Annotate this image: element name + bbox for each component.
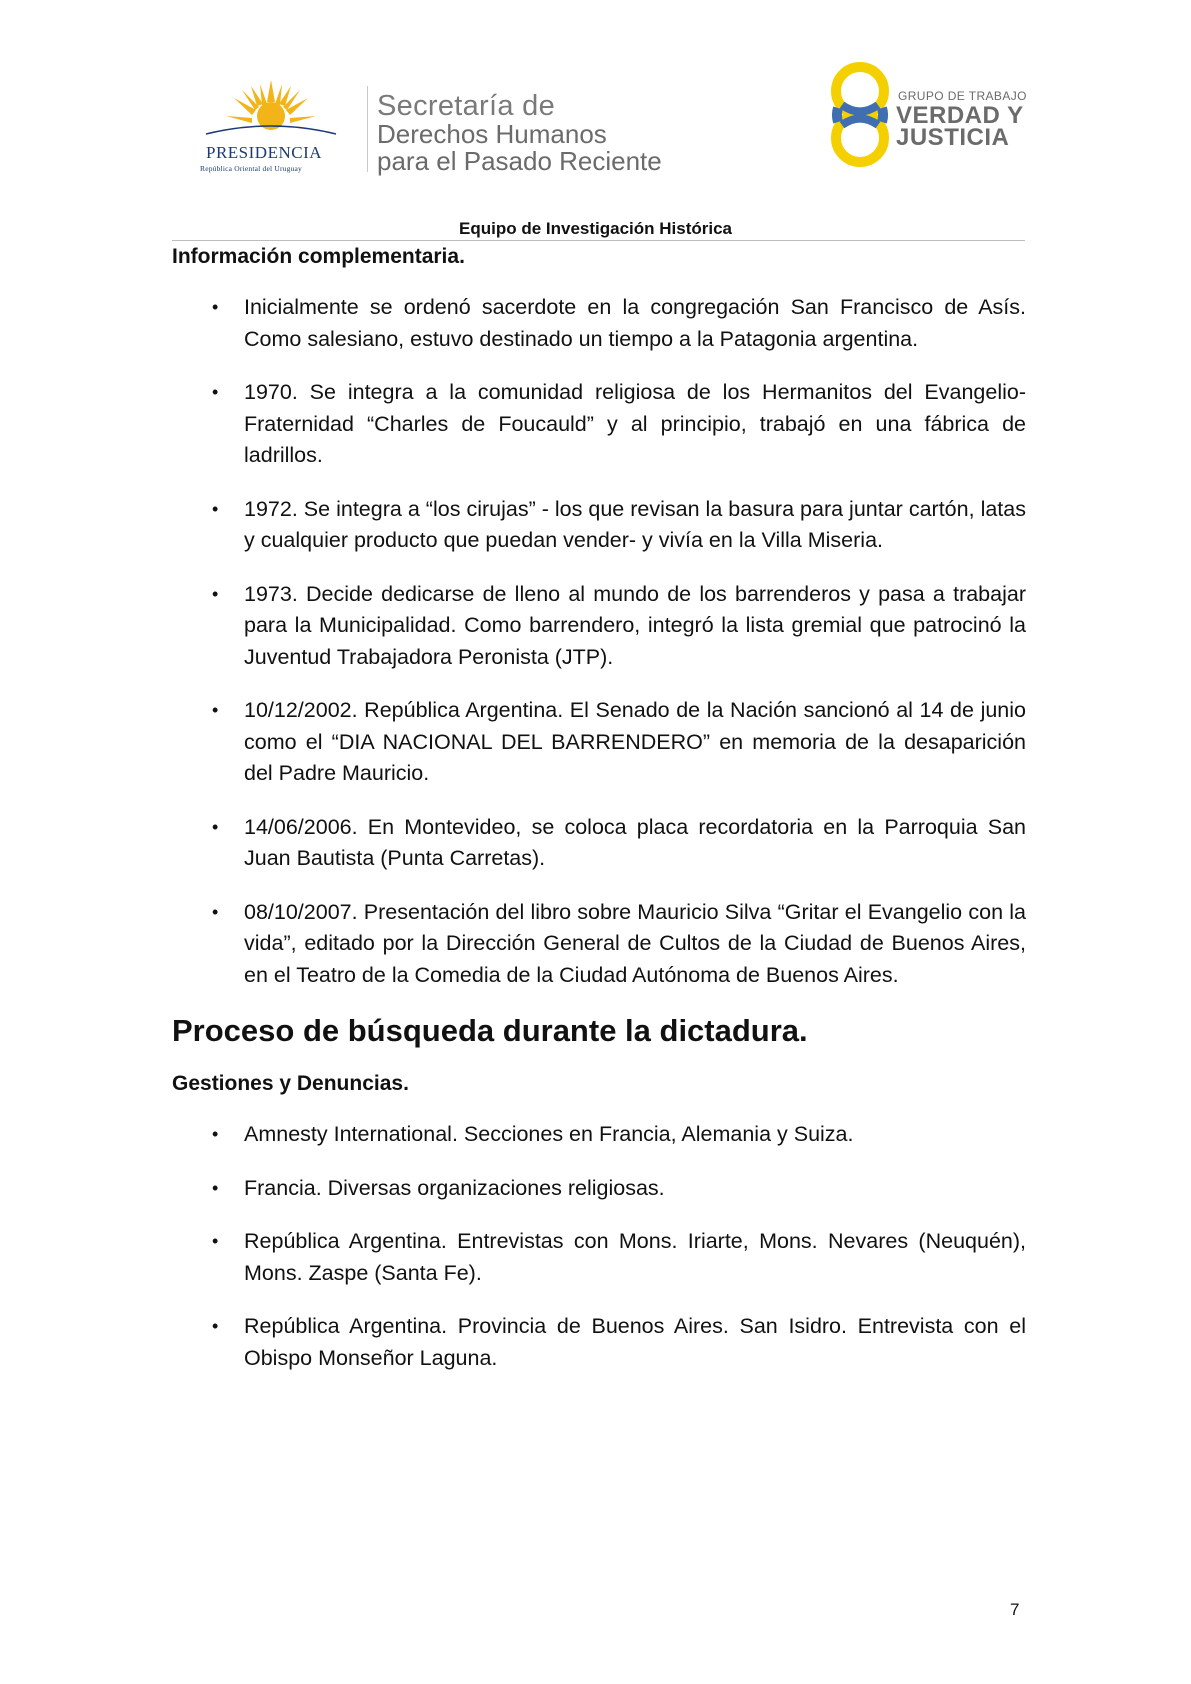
list-item: • Amnesty International. Secciones en Francia, Alemania y Suiza. bbox=[172, 1119, 1026, 1151]
list-item: • 14/06/2006. En Montevideo, se coloca placa recordatoria en la Parroquia San Juan Bautista (Punta Carretas). bbox=[172, 812, 1026, 875]
bullet-icon: • bbox=[212, 901, 219, 922]
team-title: Equipo de Investigación Histórica bbox=[459, 219, 732, 238]
secretaria-line-3: para el Pasado Reciente bbox=[377, 146, 662, 176]
bullet-icon: • bbox=[212, 583, 219, 604]
header-divider bbox=[367, 86, 368, 172]
secretaria-line-2: Derechos Humanos bbox=[377, 119, 607, 149]
secretaria-wordmark bbox=[377, 90, 662, 177]
grupo-trabajo-label: GRUPO DE TRABAJO bbox=[898, 89, 1027, 103]
presidencia-sun-logo bbox=[196, 78, 346, 178]
justicia-label: JUSTICIA bbox=[896, 124, 1010, 151]
presidencia-wordmark: PRESIDENCIA bbox=[206, 143, 323, 162]
list-item: • 1970. Se integra a la comunidad religiosa de los Hermanitos del Evangelio-Fraternidad “Charles de Foucauld” y al principio, trabajó en una fábrica de ladrillos. bbox=[172, 377, 1026, 472]
bullet-icon: • bbox=[212, 816, 219, 837]
list-item: • Inicialmente se ordenó sacerdote en la congregación San Francisco de Asís. Como salesiano, estuvo destinado un tiempo a la Patagonia argentina. bbox=[172, 292, 1026, 355]
verdad-label: VERDAD Y bbox=[896, 102, 1024, 129]
list-item: • Francia. Diversas organizaciones religiosas. bbox=[172, 1173, 1026, 1205]
list-item: • República Argentina. Provincia de Buenos Aires. San Isidro. Entrevista con el Obispo Monseñor Laguna. bbox=[172, 1311, 1026, 1374]
document-body bbox=[172, 242, 1026, 1374]
list-item: • 1973. Decide dedicarse de lleno al mundo de los barrenderos y pasa a trabajar para la Municipalidad. Como barrendero, integró la lista gremial que patrocinó la Juventud Trabajadora Peronista (JTP). bbox=[172, 579, 1026, 674]
bullet-icon: • bbox=[212, 498, 219, 519]
list-item: • 08/10/2007. Presentación del libro sobre Mauricio Silva “Gritar el Evangelio con la vida”, editado por la Dirección General de Cultos de la Ciudad de Buenos Aires, en el Teatro de la Comedia de la Ciudad Autónoma de Buenos Aires. bbox=[172, 897, 1026, 992]
list-item: • República Argentina. Entrevistas con Mons. Iriarte, Mons. Nevares (Neuquén), Mons. Zaspe (Santa Fe). bbox=[172, 1226, 1026, 1289]
bullet-icon: • bbox=[212, 297, 219, 317]
page-number: 7 bbox=[1010, 1600, 1020, 1619]
bullet-icon: • bbox=[212, 1231, 219, 1251]
presidencia-subtitle: República Oriental del Uruguay bbox=[200, 164, 303, 173]
secretaria-line-1: Secretaría de bbox=[377, 90, 555, 122]
bullet-icon: • bbox=[212, 382, 219, 402]
list-item: • 10/12/2002. República Argentina. El Senado de la Nación sancionó al 14 de junio como el “DIA NACIONAL DEL BARRENDERO” en memoria de la desaparición del Padre Mauricio. bbox=[172, 695, 1026, 790]
bullet-icon: • bbox=[212, 1124, 219, 1144]
bullet-icon: • bbox=[212, 700, 219, 720]
bullet-icon: • bbox=[212, 1177, 219, 1198]
info-list bbox=[172, 292, 1026, 991]
page-header bbox=[0, 0, 1191, 238]
section-title-busqueda: Proceso de búsqueda durante la dictadura. bbox=[172, 1013, 808, 1048]
bullet-icon: • bbox=[212, 1316, 219, 1336]
header-rule bbox=[172, 240, 1025, 241]
section-heading-info: Información complementaria. bbox=[172, 245, 465, 268]
section-subheading-gestiones: Gestiones y Denuncias. bbox=[172, 1072, 409, 1095]
list-item: • 1972. Se integra a “los cirujas” - los que revisan la basura para juntar cartón, latas y cualquier producto que puedan vender- y vivía en la Villa Miseria. bbox=[172, 494, 1026, 557]
verdad-justicia-rings-logo bbox=[820, 58, 900, 184]
gestiones-list bbox=[172, 1119, 1026, 1374]
